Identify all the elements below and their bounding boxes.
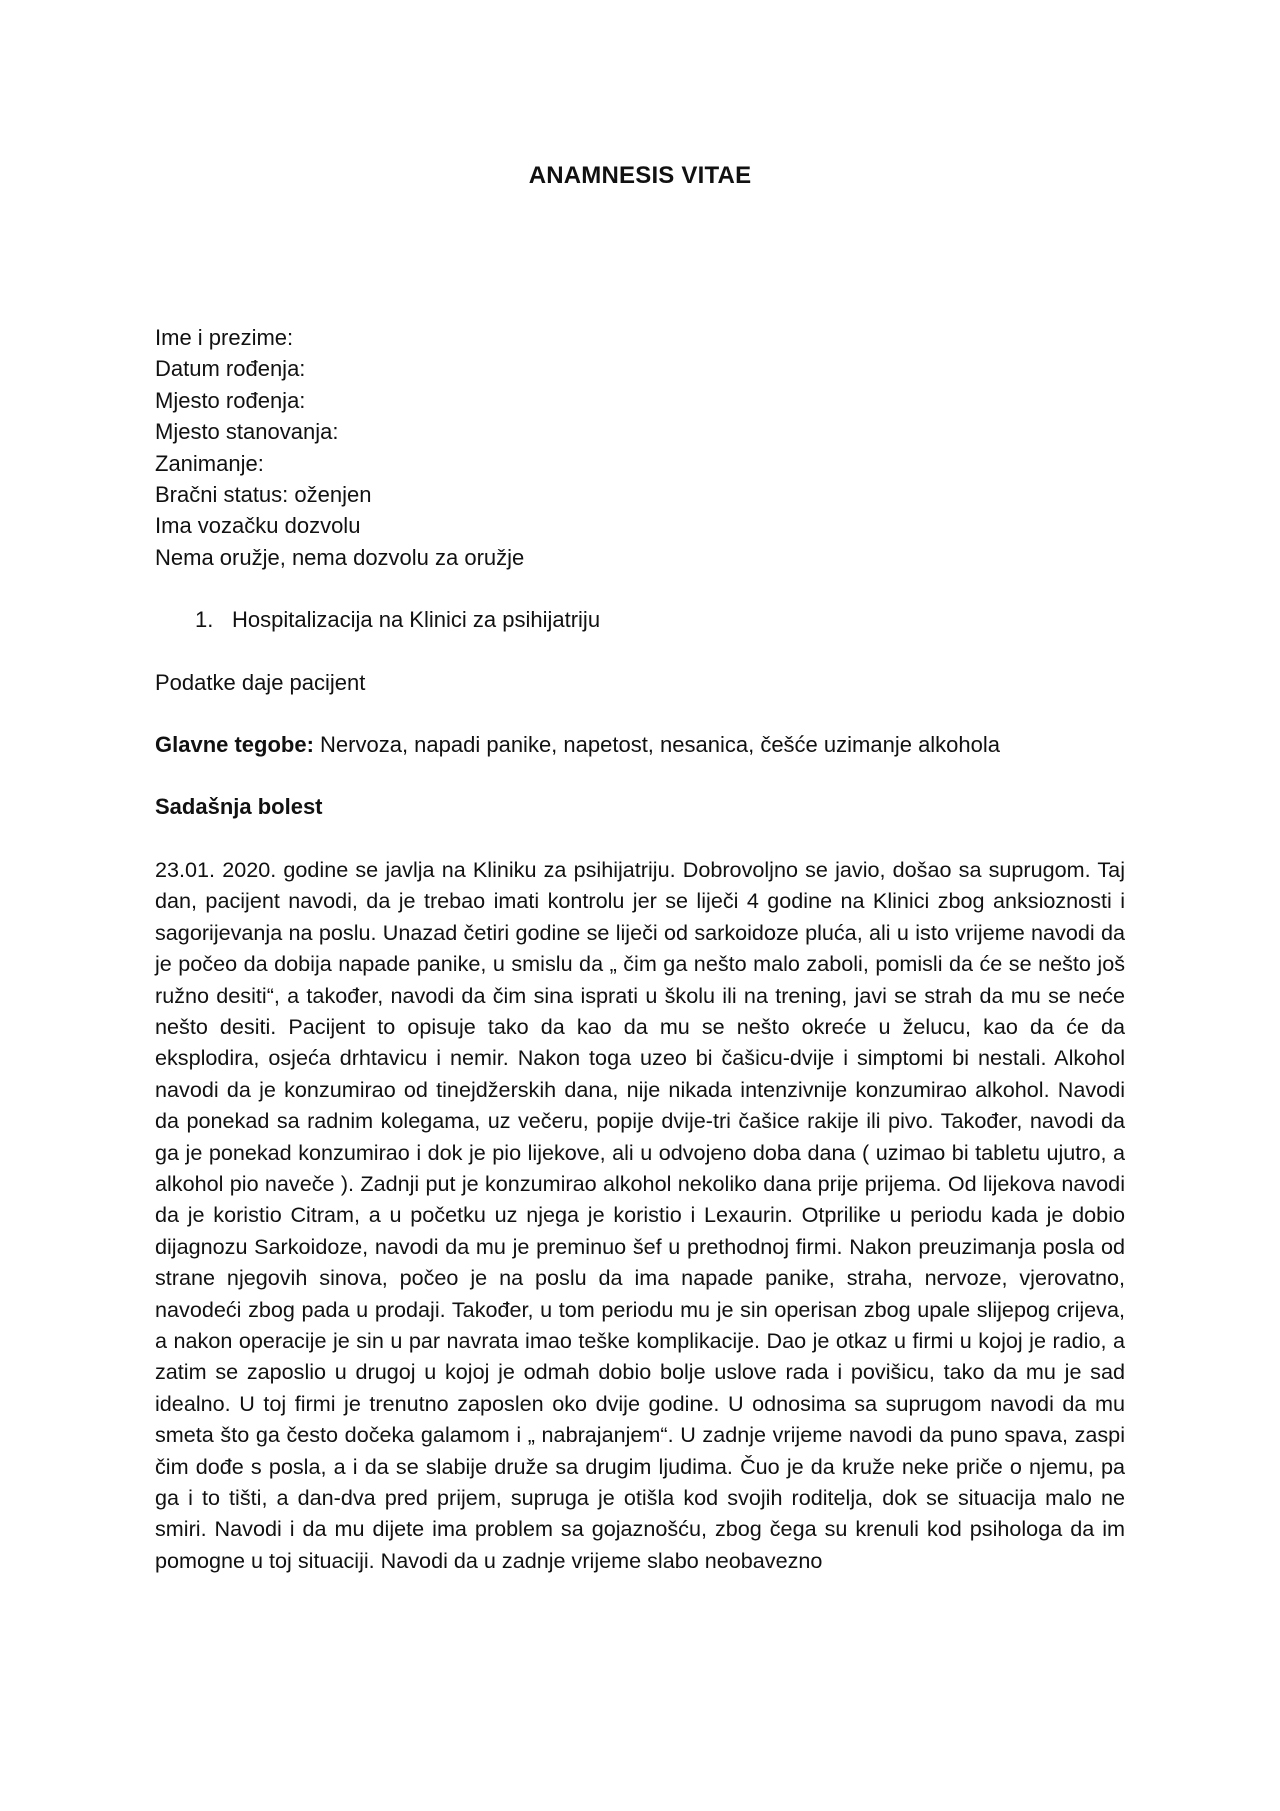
info-line-birth-place: Mjesto rođenja:: [155, 387, 306, 413]
info-line-birth-date: Datum rođenja:: [155, 356, 306, 382]
info-line-name: Ime i prezime:: [155, 325, 294, 350]
numbered-list-item: [155, 604, 1125, 635]
list-item-text: Hospitalizacija na Klinici za psihijatriju: [232, 607, 601, 633]
document-title: ANAMNESIS VITAE: [528, 162, 752, 189]
section-heading-current-illness: Sadašnja bolest: [155, 794, 323, 820]
info-line-weapon: Nema oružje, nema dozvolu za oružje: [155, 544, 525, 570]
info-line-residence: Mjesto stanovanja:: [155, 419, 339, 445]
list-item-number: 1.: [195, 607, 214, 633]
info-line-marital-status: Bračni status: oženjen: [155, 482, 372, 508]
data-source-line: Podatke daje pacijent: [155, 669, 366, 695]
info-line-occupation: Zanimanje:: [155, 450, 264, 476]
document-body: [155, 322, 1125, 1576]
patient-info-block: [155, 322, 1125, 573]
main-complaints: [155, 729, 1125, 760]
current-illness-narrative: 23.01. 2020. godine se javlja na Kliniku za psihijatriju. Dobrovoljno se javio, došao sa suprugom. Taj dan, pacijent navodi, da je trebao imati kontrolu jer se liječi 4 godine na Klinici zbog anksioznosti i sagorijevanja na poslu. Unazad četiri godine se liječi od sarkoidoze pluća, ali u isto vrijeme navodi da je počeo da dobija napade panike, u smislu da „ čim ga nešto malo zaboli, pomisli da će se nešto još ružno desiti“, a također, navodi da čim sina isprati u školu ili na trening, javi se strah da mu se neće nešto desiti. Pacijent to opisuje tako da kao da mu se nešto okreće u želucu, kao da će da eksplodira, osjeća drhtavicu i nemir. Nakon toga uzeo bi čašicu-dvije i simptomi bi nestali. Alkohol navodi da je konzumirao od tinejdžerskih dana, nije nikada intenzivnije konzumirao alkohol. Navodi da ponekad sa radnim kolegama, uz večeru, popije dvije-tri čašice rakije ili pivo. Također, navodi da ga je ponekad konzumirao i dok je pio lijekove, ali u odvojeno doba dana ( uzimao bi tabletu ujutro, a alkohol pio naveče ). Zadnji put je konzumirao alkohol nekoliko dana prije prijema. Od lijekova navodi da je koristio Citram, a u početku uz njega je koristio i Lexaurin. Otprilike u periodu kada je dobio dijagnozu Sarkoidoze, navodi da mu je preminuo šef u prethodnoj firmi. Nakon preuzimanja posla od strane njegovih sinova, počeo je na poslu da ima napade panike, straha, nervoze, vjerovatno, navodeći zbog pada u prodaji. Također, u tom periodu mu je sin operisan zbog upale slijepog crijeva, a nakon operacije je sin u par navrata imao teške komplikacije. Dao je otkaz u firmi u kojoj je radio, a zatim se zaposlio u drugoj u kojoj je odmah dobio bolje uslove rada i povišicu, tako da mu je sad idealno. U toj firmi je trenutno zaposlen oko dvije godine. U odnosima sa suprugom navodi da mu smeta što ga često dočeka galamom i „ nabrajanjem“. U zadnje vrijeme navodi da puno spava, zaspi čim dođe s posla, a i da se slabije druže sa drugim ljudima. Čuo je da kruže neke priče o njemu, pa ga i to tišti, a dan-dva pred prijem, supruga je otišla kod svojih roditelja, dok se situacija malo ne smiri. Navodi i da mu dijete ima problem sa gojaznošću, zbog čega su krenuli kod psihologa da im pomogne u toj situaciji. Navodi da u zadnje vrijeme slabo neobavezno: [155, 856, 1125, 1573]
info-line-driving-license: Ima vozačku dozvolu: [155, 513, 361, 539]
main-complaints-label: Glavne tegobe:: [155, 732, 314, 758]
main-complaints-text: Nervoza, napadi panike, napetost, nesanica, češće uzimanje alkohola: [313, 732, 1001, 758]
